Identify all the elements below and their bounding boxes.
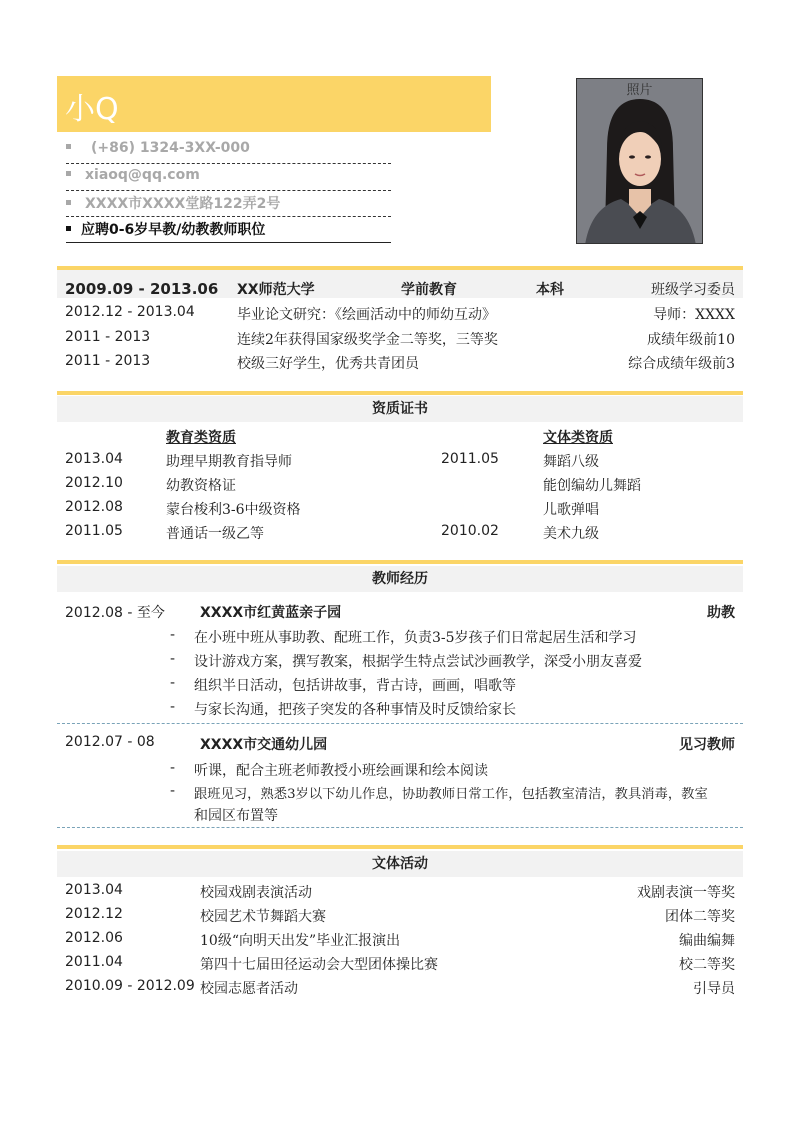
activity-date: 2011.04 xyxy=(65,954,123,970)
phone-text: (+86) 1324-3XX-000 xyxy=(91,140,250,156)
activities-title: 文体活动 xyxy=(57,851,743,877)
bullet-square-icon xyxy=(66,200,71,205)
job-bullet: 与家长沟通，把孩子突发的各种事情及时反馈给家长 xyxy=(194,702,516,718)
bullet-square-icon xyxy=(66,171,71,176)
job-org: XXXX市交通幼儿园 xyxy=(200,737,328,753)
edu-item-note: 成绩年级前10 xyxy=(647,332,735,348)
address-text: XXXX市XXXX堂路122弄2号 xyxy=(85,196,281,212)
portrait-illustration xyxy=(577,79,703,244)
education-role: 班级学习委员 xyxy=(651,282,735,298)
cert-name: 美术九级 xyxy=(543,526,599,542)
bullet-square-icon xyxy=(66,226,71,231)
job-divider xyxy=(57,827,743,828)
activity-name: 校园志愿者活动 xyxy=(200,981,298,997)
experience-title: 教师经历 xyxy=(57,566,743,592)
arts-cert-header: 文体类资质 xyxy=(543,430,613,446)
cert-date: 2012.08 xyxy=(65,499,123,515)
cert-name: 能创编幼儿舞蹈 xyxy=(543,478,641,494)
activity-award: 校二等奖 xyxy=(679,957,735,973)
dash-bullet: - xyxy=(170,783,176,799)
objective-text: 应聘0-6岁早教/幼教教师职位 xyxy=(81,222,266,238)
activity-award: 编曲编舞 xyxy=(679,933,735,949)
education-period: 2009.09 - 2013.06 xyxy=(65,280,219,298)
job-bullet: 设计游戏方案，撰写教案，根据学生特点尝试沙画教学，深受小朋友喜爱 xyxy=(194,654,642,670)
job-bullet: 组织半日活动，包括讲故事，背古诗，画画，唱歌等 xyxy=(194,678,516,694)
cert-name: 儿歌弹唱 xyxy=(543,502,599,518)
activity-award: 引导员 xyxy=(693,981,735,997)
activities-top-rule xyxy=(57,845,743,849)
education-cert-header: 教育类资质 xyxy=(166,430,236,446)
job-role: 助教 xyxy=(707,605,735,621)
cert-date: 2012.10 xyxy=(65,475,123,491)
job-bullet: 听课，配合主班老师教授小班绘画课和绘本阅读 xyxy=(194,763,488,779)
bullet-square-icon xyxy=(66,144,71,149)
edu-item-note: 综合成绩年级前3 xyxy=(628,356,735,372)
cert-date: 2011.05 xyxy=(441,451,499,467)
job-bullet: 跟班见习，熟悉3岁以下幼儿作息，协助教师日常工作，包括教室清洁，教具消毒，教室 xyxy=(194,787,708,802)
activity-name: 10级“向明天出发”毕业汇报演出 xyxy=(200,933,401,949)
edu-item-date: 2012.12 - 2013.04 xyxy=(65,304,195,320)
email-text: xiaoq@qq.com xyxy=(85,167,200,183)
experience-top-rule xyxy=(57,560,743,564)
activity-date: 2010.09 - 2012.09 xyxy=(65,978,195,994)
name-banner xyxy=(57,76,491,132)
activity-date: 2012.06 xyxy=(65,930,123,946)
job-divider xyxy=(57,723,743,724)
activity-name: 第四十七届田径运动会大型团体操比赛 xyxy=(200,957,438,973)
activity-name: 校园戏剧表演活动 xyxy=(200,885,312,901)
edu-item-note: 导师：XXXX xyxy=(653,307,735,323)
cert-name: 幼教资格证 xyxy=(166,478,236,494)
dash-bullet: - xyxy=(170,627,176,643)
activity-name: 校园艺术节舞蹈大赛 xyxy=(200,909,326,925)
email-line xyxy=(66,167,391,191)
activity-date: 2012.12 xyxy=(65,906,123,922)
activity-date: 2013.04 xyxy=(65,882,123,898)
edu-item-desc: 毕业论文研究：《绘画活动中的师幼互动》 xyxy=(237,307,496,323)
certificates-top-rule xyxy=(57,391,743,395)
job-bullet: 在小班中班从事助教、配班工作，负责3-5岁孩子们日常起居生活和学习 xyxy=(194,630,637,646)
certificates-title: 资质证书 xyxy=(57,396,743,422)
dash-bullet: - xyxy=(170,651,176,667)
objective-line xyxy=(66,219,391,243)
profile-photo xyxy=(576,78,703,244)
candidate-name: 小Q xyxy=(65,92,119,127)
cert-date: 2013.04 xyxy=(65,451,123,467)
dash-bullet: - xyxy=(170,675,176,691)
cert-name: 助理早期教育指导师 xyxy=(166,454,292,470)
job-date: 2012.07 - 08 xyxy=(65,734,155,750)
job-org: XXXX市红黄蓝亲子园 xyxy=(200,605,342,621)
photo-label: 照片 xyxy=(626,83,653,98)
cert-name: 舞蹈八级 xyxy=(543,454,599,470)
edu-item-date: 2011 - 2013 xyxy=(65,329,151,345)
edu-item-desc: 校级三好学生，优秀共青团员 xyxy=(237,356,419,372)
education-degree: 本科 xyxy=(536,282,564,298)
phone-line xyxy=(66,140,391,164)
education-school: XX师范大学 xyxy=(237,282,315,298)
edu-item-desc: 连续2年获得国家级奖学金二等奖，三等奖 xyxy=(237,332,498,348)
edu-item-date: 2011 - 2013 xyxy=(65,353,151,369)
education-major: 学前教育 xyxy=(401,282,457,298)
address-line xyxy=(66,193,391,217)
dash-bullet: - xyxy=(170,699,176,715)
cert-date: 2011.05 xyxy=(65,523,123,539)
cert-name: 普通话一级乙等 xyxy=(166,526,264,542)
cert-date: 2010.02 xyxy=(441,523,499,539)
cert-name: 蒙台梭利3-6中级资格 xyxy=(166,502,301,518)
activity-award: 团体二等奖 xyxy=(665,909,735,925)
job-role: 见习教师 xyxy=(679,737,735,753)
dash-bullet: - xyxy=(170,760,176,776)
job-date: 2012.08 - 至今 xyxy=(65,605,165,621)
activity-award: 戏剧表演一等奖 xyxy=(637,885,735,901)
job-bullet: 和园区布置等 xyxy=(194,808,278,824)
